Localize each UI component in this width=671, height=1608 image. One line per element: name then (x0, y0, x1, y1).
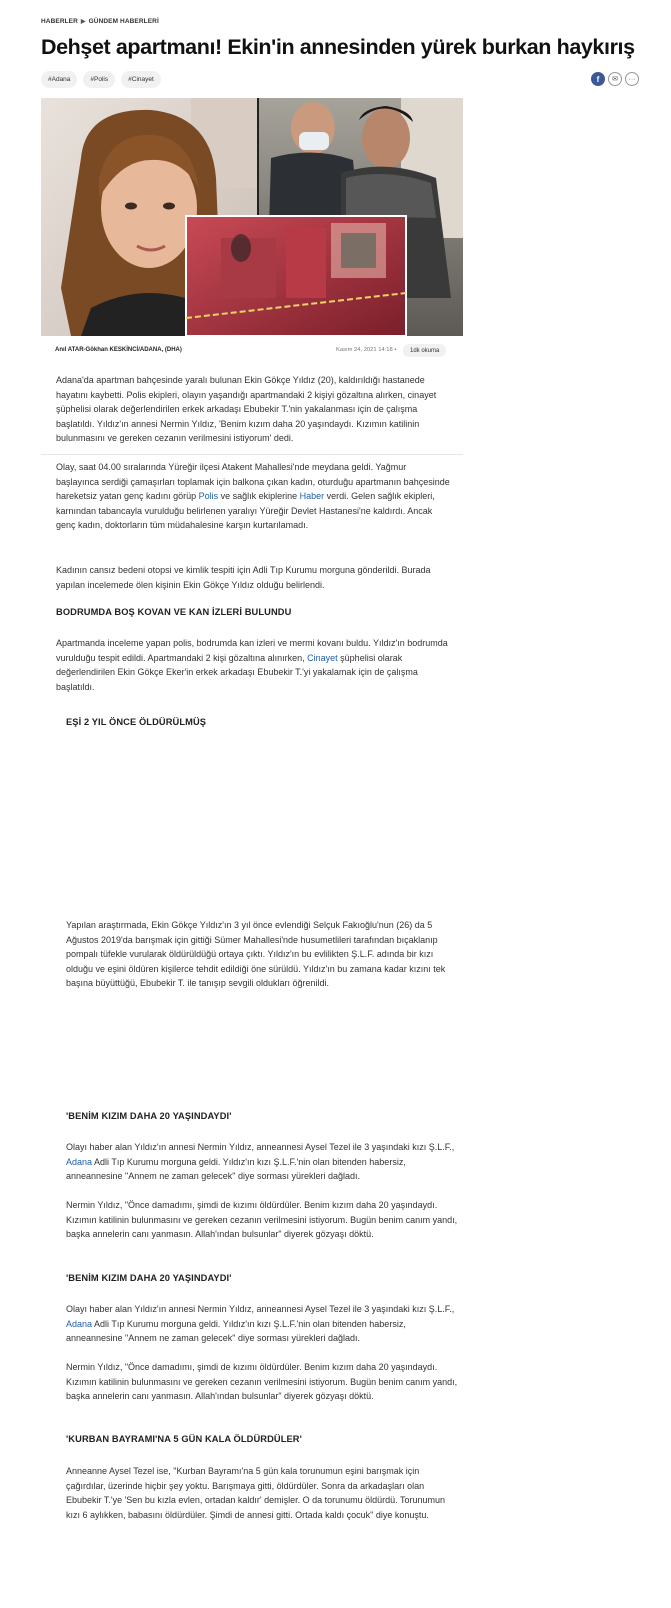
subheading-1: BODRUMDA BOŞ KOVAN VE KAN İZLERİ BULUNDU (56, 607, 292, 617)
more-share-icon[interactable]: ··· (625, 72, 639, 86)
link-cinayet[interactable]: Cinayet (307, 652, 338, 663)
mail-share-icon[interactable]: ✉ (608, 72, 622, 86)
tag-adana[interactable]: #Adana (41, 71, 77, 88)
paragraph-5: Olayı haber alan Yıldız'ın annesi Nermin Yıldız, anneannesi Aysel Tezel ile 3 yaşındaki kızı Ş.L.F., Adana Adli Tıp Kurumu morguna geldi. Yıldız'ın kızı Ş.L.F.'nin olan bitenden habersiz, anneannesine "Annem ne zaman gelecek" diye sorması yürekleri dağladı. (66, 1142, 455, 1182)
paragraph-8: Nermin Yıldız, "Önce damadımı, şimdi de kızımı öldürdüler. Benim kızım daha 20 yaşındaydı. Kızımın katilinin bulunmasını ve gereken cezanın verilmesini istiyorum. Bugün benim canım yandı, başka annelerin canı yanmasın. Allah'ından bulsunlar" diyerek gözyaşı döktü. (66, 1362, 458, 1402)
author-byline: Anıl ATAR-Gökhan KESKİNCİ/ADANA, (DHA) (55, 347, 182, 353)
paragraph-4: Yapılan araştırmada, Ekin Gökçe Yıldız'ın 3 yıl önce evlendiği Selçuk Fakıoğlu'nun (26) da 5 Ağustos 2019'da barışmak için gittiği Sümer Mahallesi'nde husumetlileri tarafından bıçaklanıp pompalı tüfekle vurularak öldürüldüğü ortaya çıktı. Yıldız'ın bu evlilikten Ş.L.F. adında bir kızı olduğu ve eşini öldüren kişilerce tehdit edildiği öne sürüldü. Yıldız'ın bu zamana kadar kızını tek başına büyüttüğü, Ebubekir T. ile tanışıp sevgili oldukları öğrenildi. (66, 920, 446, 989)
subheading-4: 'BENİM KIZIM DAHA 20 YAŞINDAYDI' (66, 1273, 232, 1283)
link-polis[interactable]: Polis (198, 491, 219, 502)
facebook-share-icon[interactable]: f (591, 72, 605, 86)
subheading-2: EŞİ 2 YIL ÖNCE ÖLDÜRÜLMÜŞ (66, 717, 207, 727)
subheading-3: 'BENİM KIZIM DAHA 20 YAŞINDAYDI' (66, 1111, 232, 1121)
divider (41, 454, 463, 455)
breadcrumb-section[interactable]: GÜNDEM HABERLERİ (88, 18, 159, 25)
article-meta (41, 344, 463, 358)
link-haber[interactable]: Haber (299, 491, 325, 502)
chevron-right-icon: ▶ (80, 19, 86, 25)
breadcrumb-home[interactable]: HABERLER (41, 18, 78, 25)
share-bar (591, 72, 639, 86)
link-adana-2[interactable]: Adana (66, 1318, 93, 1329)
publish-date: Kasım 24, 2021 14:18 • (336, 347, 397, 353)
hero-image (41, 98, 463, 336)
paragraph-3: Apartmanda inceleme yapan polis, bodrumda kan izleri ve mermi kovanı buldu. Yıldız'ın bodrumda vurulduğu tespit edildi. Apartmandaki 2 kişi gözaltına alınırken, Cinayet şüphelisi olarak değerlendirilen Ekin Gökçe Eker'in erkek arkadaşı Ebubekir T.'yi yakalamak için de çalışma başlatıldı. (56, 638, 448, 692)
paragraph-7: Olayı haber alan Yıldız'ın annesi Nermin Yıldız, anneannesi Aysel Tezel ile 3 yaşındaki kızı Ş.L.F., Adana Adli Tıp Kurumu morguna geldi. Yıldız'ın kızı Ş.L.F.'nin olan bitenden habersiz, anneannesine "Annem ne zaman gelecek" diye sorması yürekleri dağladı. (66, 1304, 455, 1344)
tag-polis[interactable]: #Polis (83, 71, 115, 88)
read-time-badge: 1dk okuma (403, 344, 446, 357)
paragraph-2: Kadının cansız bedeni otopsi ve kimlik tespiti için Adli Tıp Kurumu morguna gönderildi. Burada yapılan incelemede ölen kişinin Ekin Gökçe Yıldız olduğu belirlendi. (56, 565, 431, 590)
paragraph-6: Nermin Yıldız, "Önce damadımı, şimdi de kızımı öldürdüler. Benim kızım daha 20 yaşındaydı. Kızımın katilinin bulunmasını ve gereken cezanın verilmesini istiyorum. Bugün benim canım yandı, başka annelerin canı yanmasın. Allah'ından bulsunlar" diyerek gözyaşı döktü. (66, 1200, 458, 1240)
page-title: Dehşet apartmanı! Ekin'in annesinden yürek burkan haykırış (41, 35, 635, 59)
article-lead: Adana'da apartman bahçesinde yaralı bulunan Ekin Gökçe Yıldız (20), kaldırıldığı hastanede hayatını kaybetti. Polis ekipleri, olayın yaşandığı apartmandaki 2 kişiyi gözaltına alırken, cinayet şüphelisi olarak değerlendirilen erkek arkadaşı Ebubekir T.'nin yakalanması için de çalışma başlatıldı. Yıldız'ın annesi Nermin Yıldız, 'Benim kızım daha 20 yaşındaydı. Kızımın katilinin bulunmasını ve gereken cezanın verilmesini istiyorum' dedi. (56, 375, 437, 444)
tag-cinayet[interactable]: #Cinayet (121, 71, 161, 88)
paragraph-9: Anneanne Aysel Tezel ise, "Kurban Bayramı'na 5 gün kala torunumun eşini barışmak için çağırdılar, üzerinde hiçbir şey yoktu. Barışmaya gitti, öldürdüler. Sonra da arkadaşları olan Ebubekir T.'ye 'Sen bu kızla evlen, ortadan kaldır' demişler. O da torunumu öldürdü. Torunumun kızı 6 aylıkken, babasını öldürdüler. Şimdi de annesi gitti. Ortada kaldı çocuk" diye konuştu. (66, 1466, 446, 1520)
subheading-5: 'KURBAN BAYRAMI'NA 5 GÜN KALA ÖLDÜRDÜLER' (66, 1434, 302, 1444)
paragraph-1: Olay, saat 04.00 sıralarında Yüreğir ilçesi Atakent Mahallesi'nde meydana geldi. Yağmur başlayınca serdiği çamaşırları toplamak için balkona çıkan kadın, oturduğu apartmanın bahçesinde hareketsiz yatan genç kadını görüp Polis ve sağlık ekiplerine Haber verdi. Gelen sağlık ekipleri, karnından tabancayla vurulduğu belirlenen yaralıyı Yüreğir Devlet Hastanesi'ne kaldırdı. Ancak genç kadın, doktorların tüm müdahalesine karşın kurtarılamadı. (56, 462, 450, 531)
link-adana[interactable]: Adana (66, 1156, 93, 1167)
breadcrumb (41, 18, 159, 25)
tag-list (41, 71, 161, 88)
